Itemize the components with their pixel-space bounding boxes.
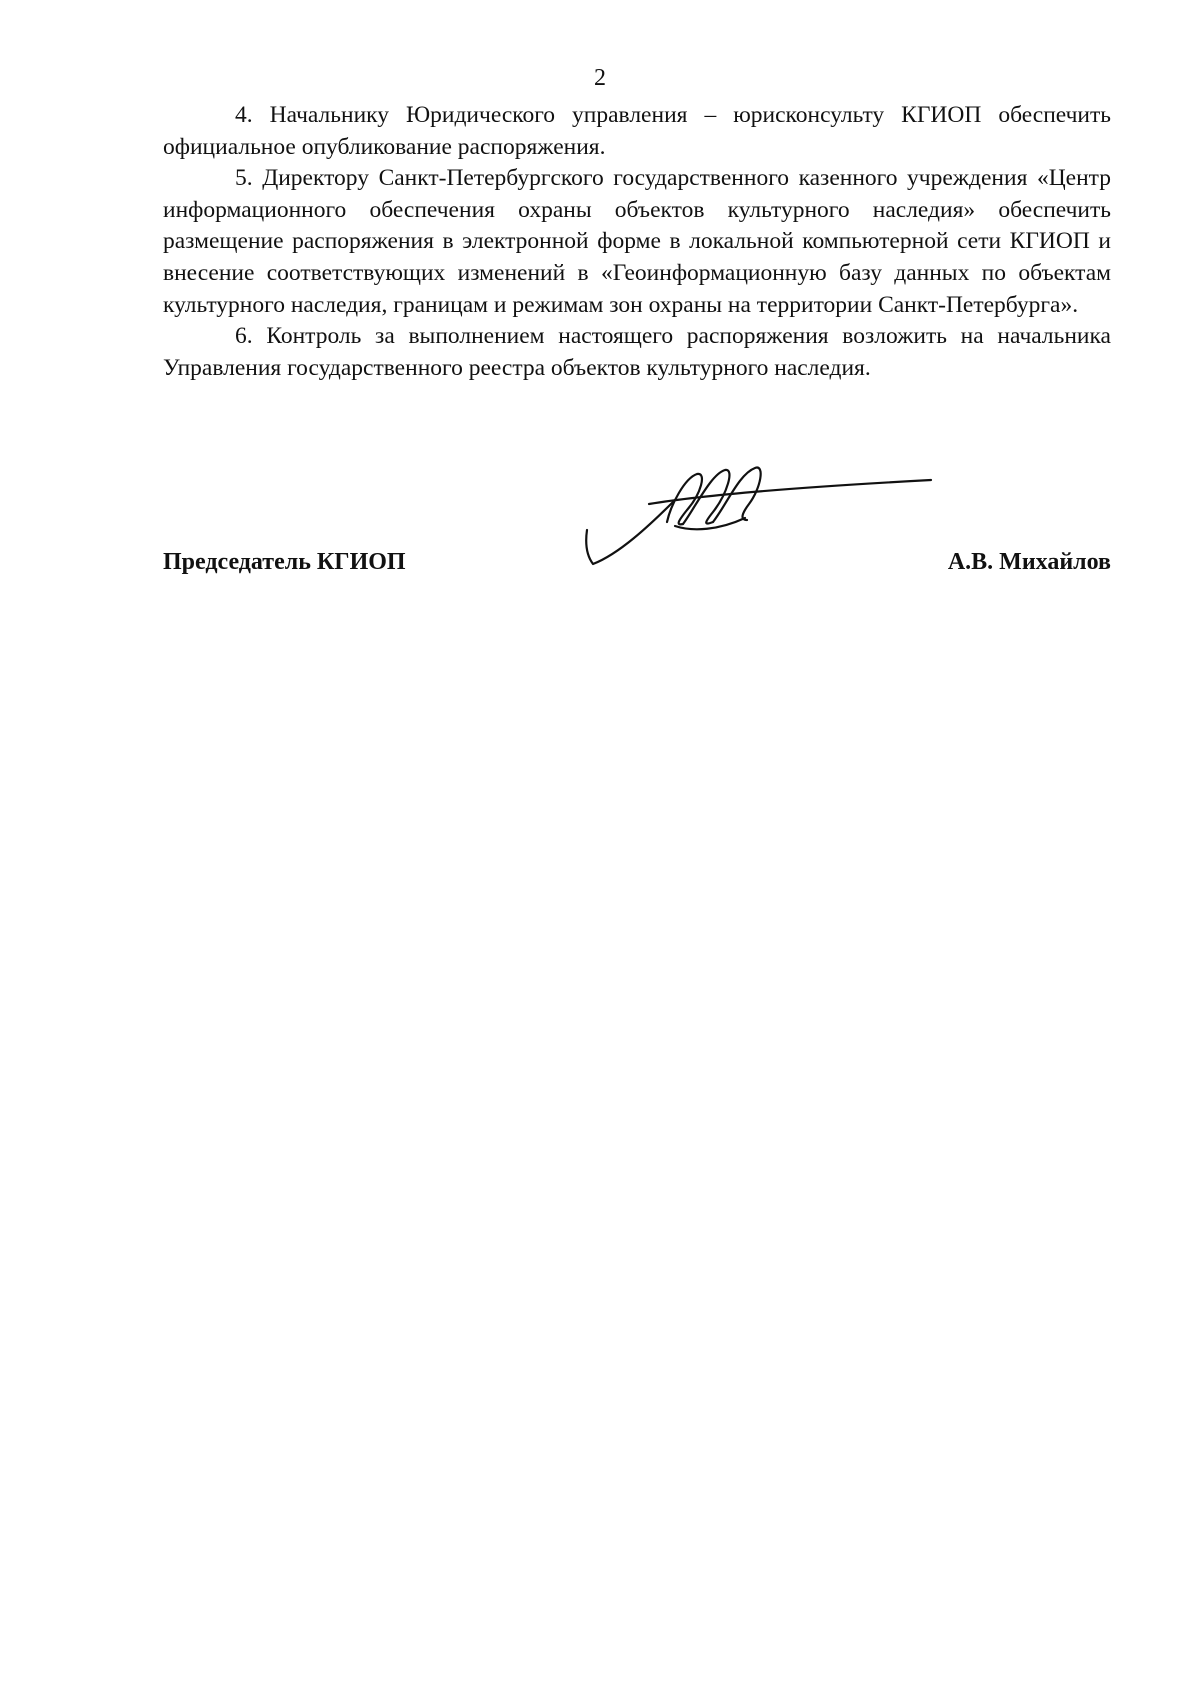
signature-block — [163, 464, 1111, 614]
paragraph-5: 5. Директору Санкт-Петербургского государственного казенного учреждения «Центр информационного обеспечения охраны объектов культурного наследия» обеспечить размещение распоряжения в электронной форме в локальной компьютерной сети КГИОП и внесение соответствующих изменений в «Геоинформационную базу данных по объектам культурного наследия, границам и режимам зон охраны на территории Санкт-Петербурга». — [163, 165, 1111, 318]
paragraph-4: 4. Начальнику Юридического управления – юрисконсульту КГИОП обеспечить официальное опубликование распоряжения. — [163, 102, 1111, 160]
paragraph-6: 6. Контроль за выполнением настоящего распоряжения возложить на начальника Управления государственного реестра объектов культурного наследия. — [163, 323, 1111, 381]
page-number: 2 — [594, 65, 606, 91]
signatory-name: А.В. Михайлов — [947, 549, 1111, 575]
document-body — [163, 100, 1111, 384]
signatory-title: Председатель КГИОП — [163, 549, 406, 575]
handwritten-signature — [579, 464, 959, 604]
